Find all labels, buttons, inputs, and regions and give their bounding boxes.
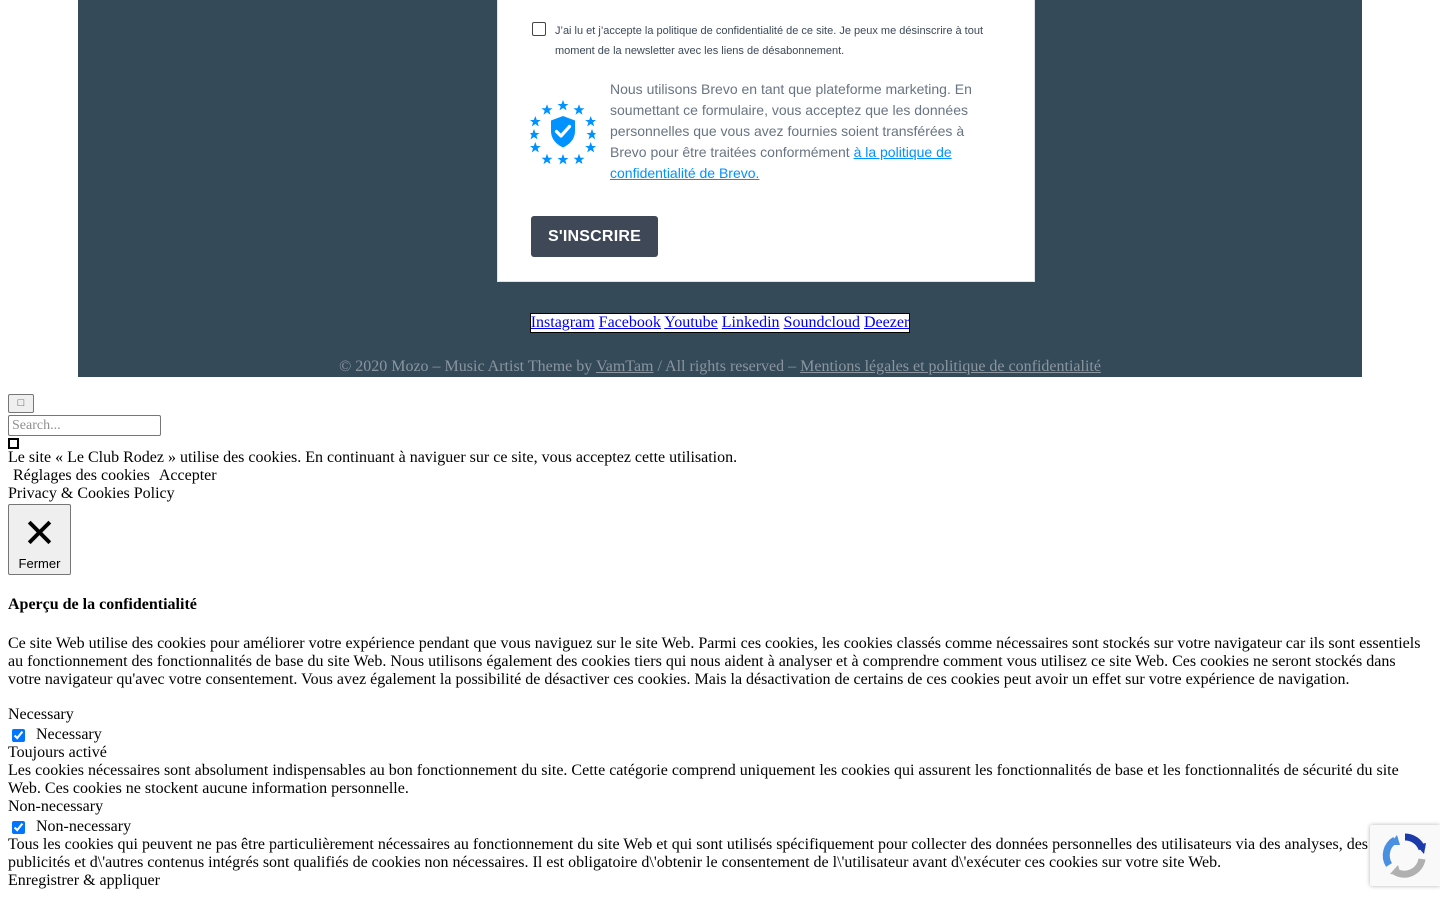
close-icon: ✕: [22, 511, 57, 557]
copyright-line: [78, 358, 1362, 376]
copyright-middle: / All rights reserved –: [653, 358, 801, 375]
cookie-bar-message: Le site « Le Club Rodez » utilise des cookies. En continuant à naviguer sur ce site, vous acceptez cette utilisation.: [8, 449, 738, 466]
necessary-status: Toujours activé: [8, 744, 107, 761]
menu-toggle-button[interactable]: □: [8, 394, 34, 413]
social-link-instagram[interactable]: Instagram: [530, 314, 595, 331]
search-input[interactable]: [8, 415, 161, 436]
overlay-checkbox[interactable]: [8, 438, 19, 449]
social-link-deezer[interactable]: Deezer: [864, 314, 910, 331]
necessary-heading: Necessary: [8, 706, 74, 723]
unstyled-overlays: [8, 394, 1432, 890]
close-modal-label: Fermer: [18, 556, 61, 571]
author-link[interactable]: VamTam: [595, 358, 654, 375]
necessary-toggle[interactable]: [8, 726, 1432, 744]
footer-section: [78, 0, 1362, 377]
cookie-accept-button[interactable]: Accepter: [158, 467, 217, 484]
privacy-overview-text: Ce site Web utilise des cookies pour améliorer votre expérience pendant que vous naviguez sur le site Web. Parmi ces cookies, les cookies classés comme nécessaires sont stockés sur votre navigateur car ils sont essentiels au fonctionnement des fonctionnalités de base du site Web. Nous utilisons également des cookies tiers qui nous aident à analyser et à comprendre comment vous utilisez ce site Web. Ces cookies ne seront stockés dans votre navigateur qu'avec votre consentement. Vous avez également la possibilité de désactiver ces cookies. Mais la désactivation de certains de ces cookies peut avoir un effet sur votre expérience de navigation.: [8, 635, 1421, 688]
privacy-overview-title: Aperçu de la confidentialité: [8, 596, 197, 613]
social-links-box: [531, 314, 910, 332]
necessary-description: Les cookies nécessaires sont absolument indispensables au bon fonctionnement du site. Cette catégorie comprend uniquement les cookies qui assurent les fonctionnalités de base et les fonctionnalités de sécurité du site Web. Ces cookies ne stockent aucune information personnelle.: [8, 762, 1399, 797]
save-apply-button[interactable]: Enregistrer & appliquer: [8, 872, 160, 889]
social-link-facebook[interactable]: Facebook: [598, 314, 661, 331]
recaptcha-badge[interactable]: [1370, 825, 1440, 886]
gdpr-shield-icon: [530, 99, 596, 165]
close-modal-button[interactable]: [8, 504, 71, 575]
cookie-bar-actions: [8, 467, 1432, 485]
privacy-consent-checkbox[interactable]: [532, 22, 546, 36]
social-link-linkedin[interactable]: Linkedin: [721, 314, 780, 331]
social-links: [78, 314, 1362, 332]
brevo-notice-text: Nous utilisons Brevo en tant que plateforme marketing. En soumettant ce formulaire, vous acceptez que les données personnelles que vous avez fournies soient transférées à Brevo pour être traitées conformément: [610, 81, 972, 160]
copyright-prefix: © 2020 Mozo – Music Artist Theme by: [339, 358, 596, 375]
non-necessary-checkbox-label: Non-necessary: [36, 818, 132, 835]
legal-link[interactable]: Mentions légales et politique de confidentialité: [800, 358, 1101, 375]
non-necessary-heading: Non-necessary: [8, 798, 104, 815]
non-necessary-checkbox[interactable]: [12, 821, 25, 834]
necessary-checkbox-label: Necessary: [36, 726, 102, 743]
non-necessary-description: Tous les cookies qui peuvent ne pas être particulièrement nécessaires au fonctionnement du site Web et qui sont utilisés spécifiquement pour collecter des données personnelles des utilisateurs via des analyses, des publicités et d\'autres contenus intégrés sont qualifiés de cookies non nécessaires. Il est obligatoire d\'obtenir le consentement de l\'utilisateur avant d\'exécuter ces cookies sur votre site Web.: [8, 836, 1369, 871]
cookie-settings-button[interactable]: Réglages des cookies: [13, 467, 150, 484]
brevo-notice: [610, 79, 990, 184]
social-link-youtube[interactable]: Youtube: [664, 314, 718, 331]
necessary-checkbox[interactable]: [12, 729, 25, 742]
subscribe-button[interactable]: S'INSCRIRE: [531, 216, 658, 257]
non-necessary-toggle[interactable]: [8, 818, 1432, 836]
brevo-privacy-link[interactable]: à la politique de confidentialité de Brevo.: [610, 144, 952, 181]
newsletter-form-card: [497, 0, 1035, 282]
privacy-policy-title: Privacy & Cookies Policy: [8, 485, 175, 502]
social-link-soundcloud[interactable]: Soundcloud: [783, 314, 860, 331]
recaptcha-icon: [1370, 825, 1440, 886]
privacy-consent-label: J’ai lu et j’accepte la politique de confidentialité de ce site. Je peux me désinscrire à tout moment de la newsletter avec les liens de désabonnement.: [555, 25, 984, 57]
